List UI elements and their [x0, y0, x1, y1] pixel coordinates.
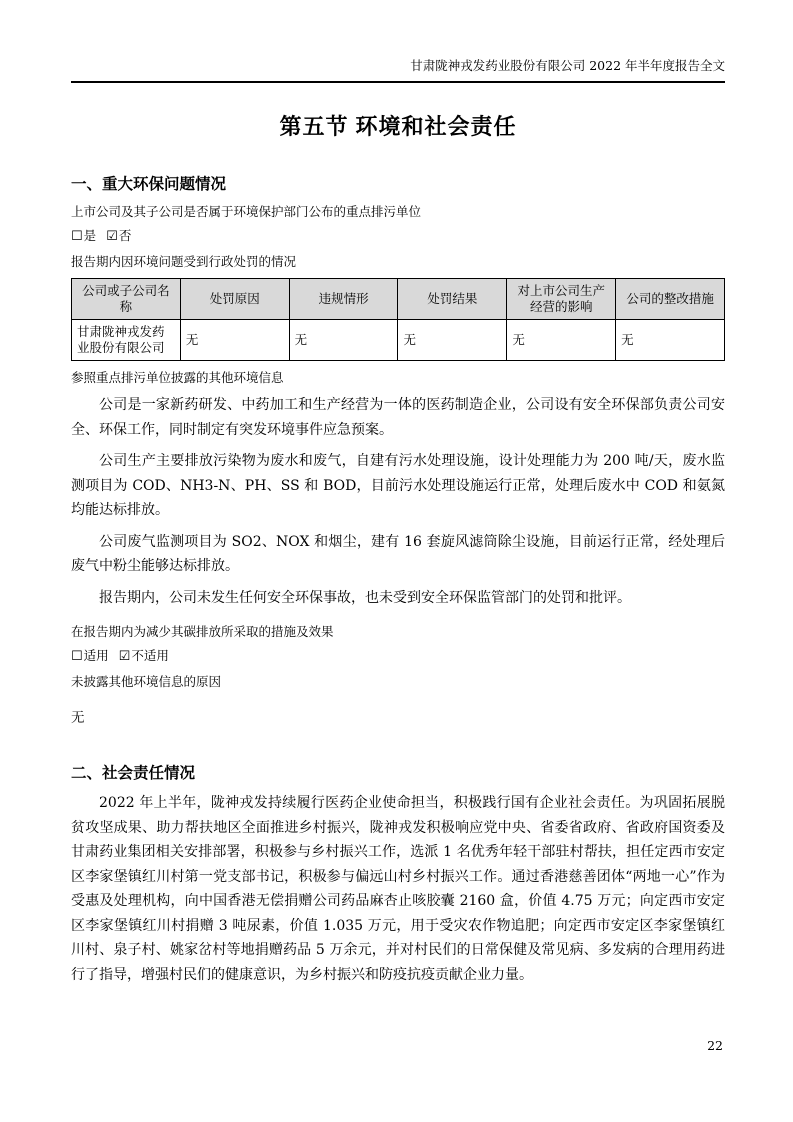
table-header-cell: 公司的整改措施 — [616, 279, 725, 320]
table-header-cell: 公司或子公司名称 — [72, 279, 181, 320]
penalty-table — [71, 278, 725, 361]
env-paragraph: 报告期内，公司未发生任何安全环保事故，也未受到安全环保监管部门的处罚和批评。 — [99, 589, 631, 606]
key-pollutant-answer — [71, 228, 725, 245]
table-cell: 无 — [616, 320, 725, 361]
carbon-measures-answer — [71, 648, 725, 665]
penalty-table-header-row — [72, 279, 725, 320]
checkbox-not-applicable-label: 不适用 — [131, 648, 169, 663]
checkbox-applicable-label: 适用 — [83, 648, 109, 663]
table-header-cell: 违规情形 — [289, 279, 398, 320]
checkbox-checked-icon: ☑ — [106, 229, 118, 244]
checkbox-no — [106, 228, 131, 243]
env-paragraph: 公司废气监测项目为 SO2、NOX 和烟尘，建有 16 套旋风滤筒除尘设施，目前运行正常，经处理后废气中粉尘能够达标排放。 — [71, 533, 725, 574]
page-title: 第五节 环境和社会责任 — [279, 114, 517, 139]
checkbox-checked-icon: ☑ — [118, 649, 131, 664]
table-cell: 无 — [507, 320, 616, 361]
none-value: 无 — [71, 710, 85, 726]
checkbox-applicable — [71, 648, 109, 663]
social-paragraph: 2022 年上半年，陇神戎发持续履行医药企业使命担当，积极践行国有企业社会责任。为巩固拓展脱贫攻坚成果、助力帮扶地区全面推进乡村振兴，陇神戎发积极响应党中央、省委省政府、省政府国资委及甘肃药业集团相关安排部署，积极参与乡村振兴工作，选派 1 名优秀年轻干部驻村帮扶，担任定西市安定区李家堡镇红川村第一党支部书记，积极参与偏远山村乡村振兴工作。通过香港慈善团体“两地一心”作为受惠及处理机构，向中国香港无偿捐赠公司药品麻杏止咳胶囊 2160 盒，价值 4.75 万元；向定西市安定区李家堡镇红川村捐赠 3 吨尿素，价值 1.035 万元，用于受灾农作物追肥；向定西市安定区李家堡镇红川村、泉子村、姚家岔村等地捐赠药品 5 万余元，并对村民们的日常保健及常见病、多发病的合理用药进行了指导，增强村民们的健康意识，为乡村振兴和防疫抗疫贡献企业力量。 — [71, 795, 725, 983]
key-pollutant-question: 上市公司及其子公司是否属于环境保护部门公布的重点排污单位 — [71, 204, 422, 219]
env-paragraph: 公司生产主要排放污染物为废水和废气，自建有污水处理设施，设计处理能力为 200 吨/天，废水监测项目为 COD、NH3-N、PH、SS 和 BOD，目前污水处理设施运行正常，处理后废水中 COD 和氨氮均能达标排放。 — [71, 453, 725, 518]
table-cell: 无 — [398, 320, 507, 361]
penalty-table-data-row — [72, 320, 725, 361]
table-cell: 甘肃陇神戎发药业股份有限公司 — [72, 320, 181, 361]
other-env-info-line: 参照重点排污单位披露的其他环境信息 — [71, 370, 284, 385]
section2-heading: 二、社会责任情况 — [71, 765, 196, 782]
checkbox-yes-label: 是 — [83, 228, 97, 243]
checkbox-unchecked-icon: ☐ — [71, 229, 83, 244]
table-header-cell: 处罚结果 — [398, 279, 507, 320]
carbon-measures-line: 在报告期内为减少其碳排放所采取的措施及效果 — [71, 624, 334, 639]
running-header-text: 甘肃陇神戎发药业股份有限公司 2022 年半年度报告全文 — [410, 58, 725, 73]
section-social-responsibility — [71, 763, 725, 987]
checkbox-unchecked-icon: ☐ — [71, 649, 83, 664]
section1-heading: 一、重大环保问题情况 — [71, 176, 227, 193]
page-number: 22 — [707, 1038, 723, 1053]
table-cell: 无 — [289, 320, 398, 361]
table-header-cell: 处罚原因 — [180, 279, 289, 320]
checkbox-not-applicable — [119, 648, 169, 663]
checkbox-no-label: 否 — [118, 228, 132, 243]
section-environment — [71, 174, 725, 727]
undisclosed-reason-line: 未披露其他环境信息的原因 — [71, 674, 222, 689]
env-paragraph: 公司是一家新药研发、中药加工和生产经营为一体的医药制造企业，公司设有安全环保部负责公司安全、环保工作，同时制定有突发环境事件应急预案。 — [71, 397, 725, 438]
table-cell: 无 — [180, 320, 289, 361]
penalty-intro-line: 报告期内因环境问题受到行政处罚的情况 — [71, 254, 297, 269]
checkbox-yes — [71, 228, 96, 243]
running-header — [71, 0, 725, 83]
table-header-cell: 对上市公司生产经营的影响 — [507, 279, 616, 320]
